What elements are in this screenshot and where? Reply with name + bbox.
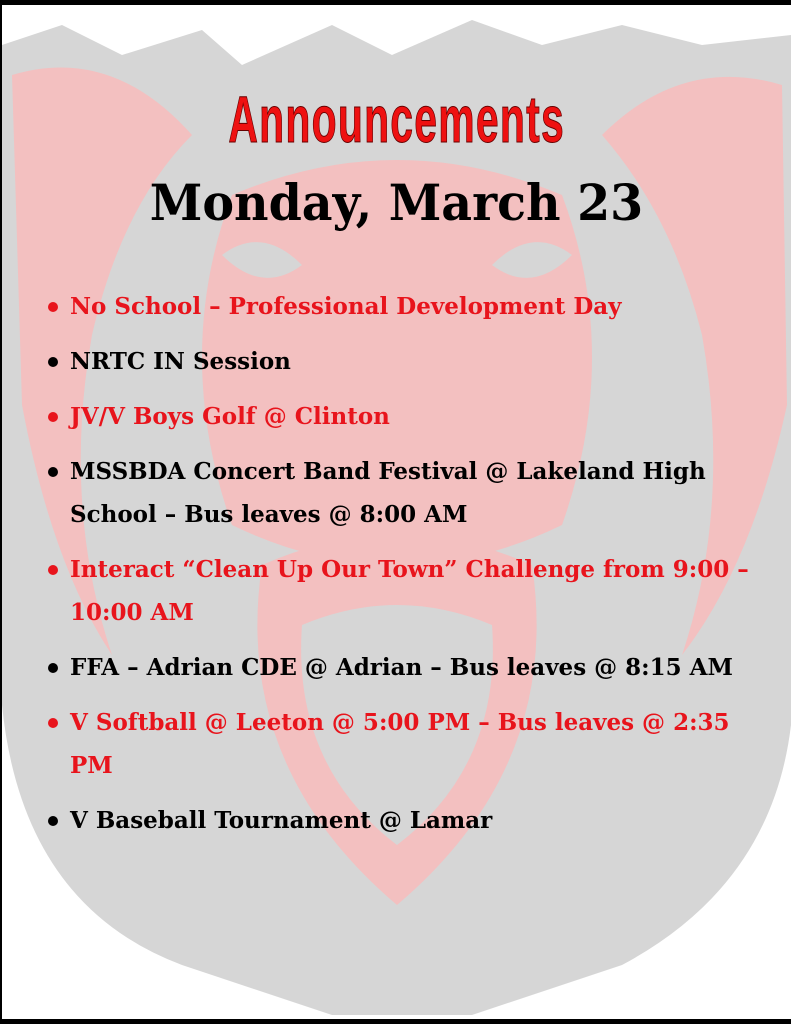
list-item: V Baseball Tournament @ Lamar bbox=[48, 799, 778, 842]
page-title: Announcements bbox=[228, 82, 566, 156]
announcement-date: Monday, March 23 bbox=[149, 173, 644, 232]
flyer-page bbox=[2, 5, 791, 1019]
announcement-list bbox=[48, 285, 778, 854]
list-item: V Softball @ Leeton @ 5:00 PM – Bus leaves @ 2:35 PM bbox=[48, 701, 778, 787]
list-item: JV/V Boys Golf @ Clinton bbox=[48, 395, 778, 438]
list-item: No School – Professional Development Day bbox=[48, 285, 778, 328]
list-item: Interact “Clean Up Our Town” Challenge from 9:00 – 10:00 AM bbox=[48, 548, 778, 634]
list-item: FFA – Adrian CDE @ Adrian – Bus leaves @ 8:15 AM bbox=[48, 646, 778, 689]
list-item: NRTC IN Session bbox=[48, 340, 778, 383]
list-item: MSSBDA Concert Band Festival @ Lakeland High School – Bus leaves @ 8:00 AM bbox=[48, 450, 778, 536]
